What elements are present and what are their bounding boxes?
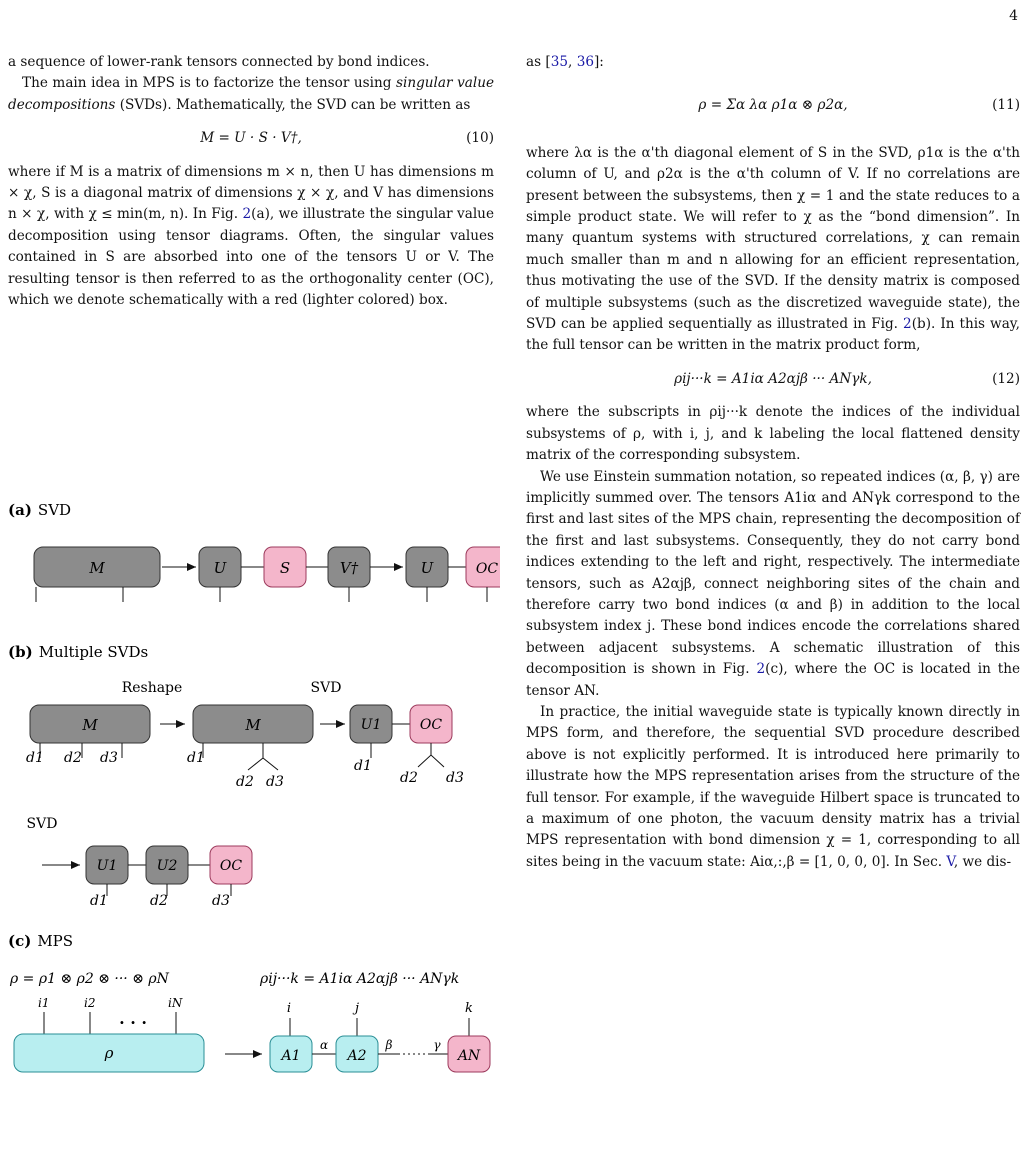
figure-ref-link[interactable]: 2 [756, 661, 766, 678]
index-label-d2: d2 [236, 774, 254, 790]
index-label-d3: d3 [212, 893, 230, 909]
equation-12 [526, 369, 1020, 390]
equation-11 [526, 95, 1020, 116]
svd-label: SVD [26, 816, 58, 832]
mps-equation: ρij···k = A1iα A2αjβ ··· ANγk [260, 971, 460, 987]
right-paragraph-7 [526, 702, 1020, 873]
tensor-U-label: U [213, 559, 227, 577]
panel-b-tag: (b) Multiple SVDs [8, 643, 149, 661]
merged-index-leg [418, 743, 444, 767]
equation-number: (12) [992, 370, 1020, 387]
index-label-iN: iN [168, 996, 183, 1010]
equation-10 [8, 128, 494, 149]
text-span: The main idea in MPS is to factorize the tensor using [22, 75, 392, 92]
bond-label-alpha: α [319, 1038, 329, 1052]
figure-ref-link[interactable]: 2 [903, 316, 912, 333]
tensor-M-label: M [89, 559, 105, 577]
index-label-k: k [465, 1001, 473, 1016]
equation-number: (10) [466, 130, 494, 147]
index-label-i1: i1 [38, 996, 50, 1010]
index-label-d1: d1 [187, 750, 205, 766]
text-span: (a), we illustrate the singular value decomposition using tensor diagrams. Often, the singular values contained in S are absorbed into one of the tensors U or V. The resulting tensor is then referred to as the orthogonality center (OC), which we denote schematically with a red (lighter colored) box. [8, 206, 494, 309]
page-number: 4 [1009, 8, 1018, 24]
text-span: In practice, the initial waveguide state is typically known directly in MPS form, and therefore, the sequential SVD procedure described above is not explicitly performed. It is introduced here primarily to illustrate how the MPS representation arises from the structure of the full tensor. For example, if the waveguide Hilbert space is truncated to a maximum of one photon, the vacuum density matrix has a trivial MPS representation with bond dimension χ = 1, corresponding to all sites being in the vacuum state: Aiα,:,β = [1, 0, 0, 0]. In Sec. [526, 703, 1020, 870]
index-label-i: i [286, 1001, 292, 1016]
index-label-d3: d3 [446, 770, 464, 786]
text-span: where if M is a matrix of dimensions m × n, then U has dimensions m × χ, S is a diagonal matrix of dimensions χ × χ, and V has dimensions n × χ, with χ ≤ min(m, n). In Fig. [8, 163, 494, 223]
index-label-j: j [354, 1001, 360, 1016]
left-paragraph-1: a sequence of lower-rank tensors connected by bond indices. [8, 54, 430, 70]
index-label-i2: i2 [84, 996, 96, 1010]
index-label-d3: d3 [266, 774, 284, 790]
figure-2 [0, 430, 500, 1150]
bond-label-beta: β [385, 1038, 393, 1052]
reshape-label: Reshape [121, 680, 183, 696]
oc-label: OC [475, 561, 499, 577]
text-span: (SVDs). Mathematically, the SVD can be written as [119, 96, 471, 113]
equation-body: ρ = Σα λα ρ1α ⊗ ρ2α, [698, 97, 848, 114]
text-span: as [526, 54, 542, 70]
left-paragraph-2 [8, 73, 494, 116]
text-span: , we dis- [953, 853, 1012, 870]
left-column [8, 52, 494, 311]
index-label-d2: d2 [150, 893, 168, 909]
equation-body: ρij···k = A1iα A2αjβ ··· ANγk, [674, 370, 872, 387]
text-span: (c), where the OC is located in the tensor AN. [526, 661, 1020, 699]
index-label-d1: d1 [26, 750, 44, 766]
index-label-d2: d2 [64, 750, 82, 766]
index-label-d2: d2 [400, 770, 418, 786]
citation-link[interactable]: 36 [576, 54, 594, 70]
text-span: We use Einstein summation notation, so repeated indices (α, β, γ) are implicitly summed over. The tensors A1iα and ANγk correspond to the first and last sites of the MPS chain, representing the decomposition of the first and last subsystems. Consequently, they do not carry bond indices extending to the left and right, respectively. The intermediate tensors, such as A2αjβ, connect neighboring sites of the chain and therefore carry two bond indices (α and β) in addition to the local subsystem index j. These bond indices encode the correlations shared between adjacent subsystems. A schematic illustration of this decomposition is shown in Fig. [526, 468, 1020, 678]
text-span: (b). In this way, the full tensor can be written in the matrix product form, [526, 316, 1020, 354]
section-ref-link[interactable]: V [946, 853, 954, 870]
tensor-M-label: M [245, 716, 261, 734]
index-label-d1: d1 [90, 893, 108, 909]
product-state-equation: ρ = ρ1 ⊗ ρ2 ⊗ ··· ⊗ ρN [10, 971, 169, 987]
tensor-AN-label: AN [457, 1048, 481, 1064]
oc-label: OC [419, 717, 443, 733]
tensor-U1-label: U1 [96, 858, 118, 874]
equation-body: M = U · S · V†, [200, 130, 302, 147]
panel-c-tag: (c) MPS [8, 932, 74, 950]
right-paragraph-5: where the subscripts in ρij···k denote the indices of the individual subsystems of ρ, with i, j, and k labeling the local flattened density matrix of the corresponding subsystem. [526, 404, 1020, 464]
tensor-rho-label: ρ [104, 1044, 114, 1062]
merged-index-leg [248, 743, 278, 770]
tensor-S-label: S [279, 559, 291, 577]
tensor-M-label: M [82, 716, 98, 734]
equation-number: (11) [992, 97, 1020, 114]
emphasis-text: singular value decompositions [8, 75, 494, 113]
right-paragraph-6 [526, 467, 1020, 702]
bond-label-gamma: γ [433, 1038, 441, 1052]
right-column [526, 52, 1020, 873]
tensor-U-label: U [420, 559, 434, 577]
tensor-A1-label: A1 [281, 1048, 301, 1064]
index-label-d1: d1 [354, 758, 372, 774]
svd-label: SVD [310, 680, 342, 696]
oc-label: OC [219, 858, 243, 874]
tensor-U2-label: U2 [156, 858, 178, 874]
tensor-V-label: V† [339, 559, 359, 577]
left-paragraph-3 [8, 162, 494, 312]
citation-link[interactable]: 35 [550, 54, 569, 70]
tensor-U1-label: U1 [360, 717, 382, 733]
tensor-A2-label: A2 [347, 1048, 367, 1064]
ellipsis: · · · [119, 1013, 147, 1032]
right-paragraph-intro: as [35, 36]: [526, 54, 604, 70]
figure-ref-link[interactable]: 2 [242, 206, 252, 223]
right-paragraph-4 [526, 143, 1020, 357]
text-span: where λα is the α'th diagonal element of S in the SVD, ρ1α is the α'th column of U, and ρ2α is the α'th column of V. If no correlations are present between the subsystems, then χ = 1 and the state reduces to a simple product state. We will refer to χ as the “bond dimension”. In many quantum systems with structured correlations, χ can remain much smaller than m and n allowing for an efficient representation, thus motivating the use of the SVD. If the density matrix is composed of multiple subsystems (such as the discretized waveguide state), the SVD can be applied sequentially as illustrated in Fig. [526, 144, 1020, 333]
index-label-d3: d3 [100, 750, 118, 766]
panel-a-tag: (a) SVD [8, 501, 72, 519]
